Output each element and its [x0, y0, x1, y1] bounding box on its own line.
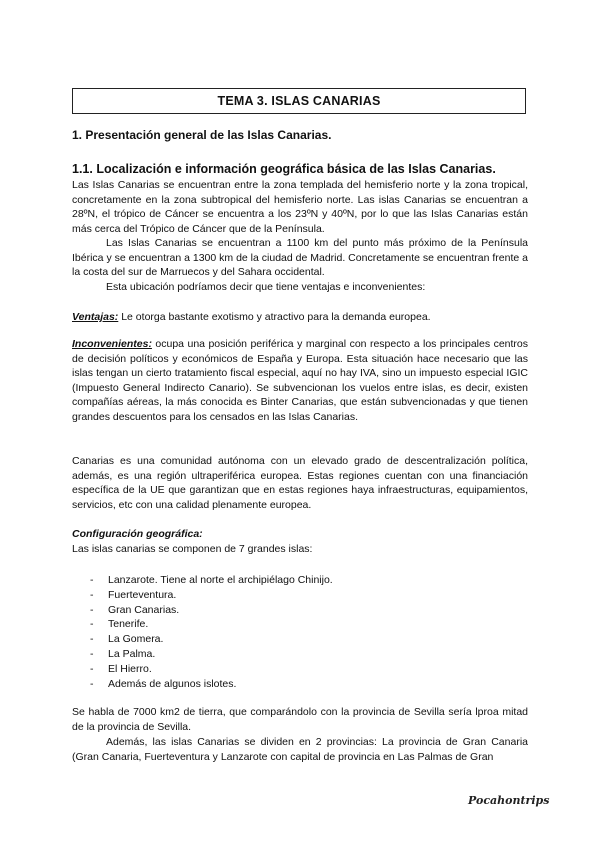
list-marker: -: [90, 574, 94, 586]
island-name: Lanzarote. Tiene al norte el archipiélago Chinijo.: [108, 574, 333, 586]
inconvenientes-label: Inconvenientes:: [72, 338, 152, 350]
island-name: Gran Canarias.: [108, 603, 180, 616]
list-item: [90, 662, 510, 677]
ventajas-paragraph: [72, 310, 528, 325]
island-name: Tenerife.: [108, 618, 149, 631]
inconvenientes-text: ocupa una posición periférica y marginal con respecto a los principales centros de decisión políticos y económicos de España y Europa. Esta situación hace necesario que las islas tengan un cierto tratamiento fiscal especial, aquí no hay IVA, sino un impuesto especial IGIC (Impuesto General Indirecto Canario). Se subvencionan los vuelos entre islas, es decir, existen compañías aéreas, la más conocida es Binter Canarias, que están subvencionadas y que tienen grandes descuentos para los censados en las Islas Canarias.: [72, 338, 528, 423]
list-marker: -: [90, 588, 94, 601]
list-item: [90, 573, 510, 588]
author-signature: Pocahontrips: [468, 794, 550, 807]
island-name: El Hierro.: [108, 662, 152, 675]
list-item: [90, 632, 510, 647]
list-marker: -: [90, 662, 94, 675]
paragraph-provinces: Además, las islas Canarias se dividen en 2 provincias: La provincia de Gran Canaria (Gran Canaria, Fuerteventura y Lanzarote con capital de provincia en Las Palmas de Gran: [72, 736, 528, 763]
islands-list: [90, 573, 510, 691]
island-name: Fuerteventura.: [108, 588, 177, 601]
list-item: [90, 617, 510, 632]
page-title: TEMA 3. ISLAS CANARIAS: [72, 88, 526, 114]
config-intro: Las islas canarias se componen de 7 grandes islas:: [72, 543, 313, 555]
island-name: La Gomera.: [108, 633, 164, 646]
paragraph-distance: Las Islas Canarias se encuentran a 1100 km del punto más próximo de la Península Ibérica y se encuentran a 1300 km de la ciudad de Madrid. Concretamente se encuentran frente a la costa del sur de Marruecos y del Sahara occidental.: [72, 237, 528, 278]
list-marker: -: [90, 677, 94, 690]
ventajas-text: Le otorga bastante exotismo y atractivo para la demanda europea.: [118, 311, 431, 323]
section-heading-1-1: 1.1. Localización e información geográfica básica de las Islas Canarias.: [72, 162, 496, 176]
list-marker: -: [90, 633, 94, 646]
list-marker: -: [90, 603, 94, 616]
list-item: [90, 588, 510, 603]
ventajas-label: Ventajas:: [72, 311, 119, 323]
list-item: [90, 603, 510, 618]
island-name: La Palma.: [108, 647, 156, 660]
list-item: [90, 647, 510, 662]
list-marker: -: [90, 647, 94, 660]
paragraph-location: Las Islas Canarias se encuentran entre la zona templada del hemisferio norte y la zona tropical, concretamente en la zona subtropical del hemisferio norte. Las islas Canarias se encuentran a 28ºN, el trópico de Cáncer se encuentra a los 23ºN y 40ºN, por lo que las Islas Canarias están más cerca del Trópico de Cáncer que de la Península.: [72, 179, 528, 235]
list-item: [90, 677, 510, 692]
paragraph-area: Se habla de 7000 km2 de tierra, que comparándolo con la provincia de Sevilla sería lproa mitad de la provincia de Sevilla.: [72, 706, 528, 733]
section-heading-1: 1. Presentación general de las Islas Canarias.: [72, 128, 332, 142]
paragraph-pros-cons-intro: Esta ubicación podríamos decir que tiene ventajas e inconvenientes:: [106, 281, 426, 293]
list-marker: -: [90, 618, 94, 631]
inconvenientes-paragraph: [72, 337, 528, 424]
island-name: Además de algunos islotes.: [108, 677, 237, 690]
config-heading: Configuración geográfica:: [72, 528, 203, 540]
paragraph-autonomy: Canarias es una comunidad autónoma con un elevado grado de descentralización política, además, es una región ultraperiférica europea. Estas regiones cuentan con una financiación específica de la UE que garantizan que en estas regiones haya infraestructuras, equipamientos, servicios, etc con una calidad plenamente europea.: [72, 455, 528, 511]
